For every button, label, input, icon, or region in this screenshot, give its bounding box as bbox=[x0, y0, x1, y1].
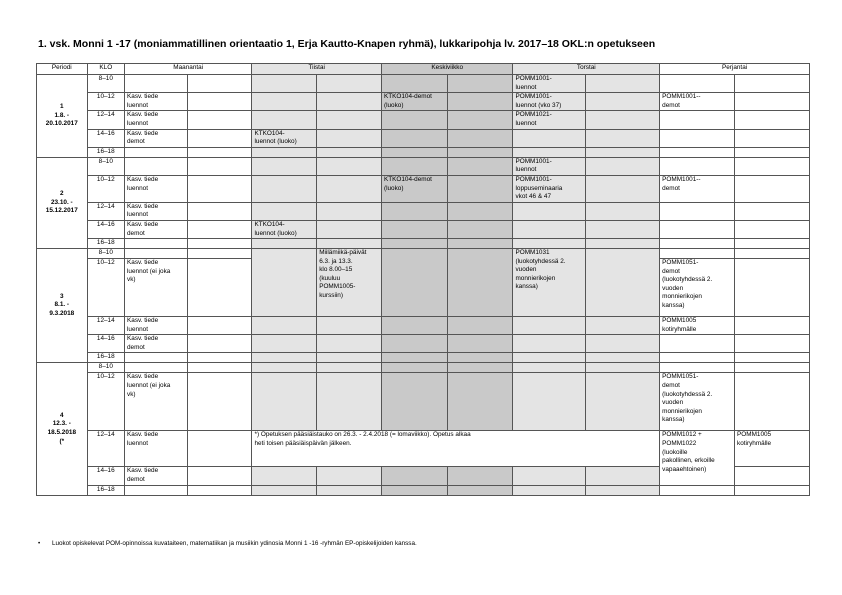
schedule-entry: Miilämiikä-päivät 6.3. ja 13.3. klo 8.00–15 (kuuluu POMM1005- kurssiin) bbox=[317, 249, 382, 317]
time-slot: 8–10 bbox=[87, 75, 124, 93]
time-slot: 12–14 bbox=[87, 431, 124, 467]
schedule-entry: POMM1001-- demot bbox=[660, 93, 735, 111]
period-2-cell bbox=[37, 157, 88, 248]
time-slot: 14–16 bbox=[87, 467, 124, 485]
schedule-entry: POMM1001- luennot bbox=[513, 75, 586, 93]
schedule-entry: POMM1001-- demot bbox=[660, 175, 735, 202]
period-dates: 23.10. - 15.12.2017 bbox=[45, 198, 78, 215]
time-slot: 10–12 bbox=[87, 175, 124, 202]
schedule-entry: KTKO104- luennot (luoko) bbox=[252, 220, 317, 238]
schedule-entry: Kasv. tiede luennot bbox=[125, 431, 188, 467]
schedule-entry: POMM1051- demot (luokotyhdessä 2. vuoden monnierikojen kanssa) bbox=[660, 373, 735, 431]
footnote bbox=[38, 540, 417, 547]
page-title: 1. vsk. Monni 1 -17 (moniammatillinen orientaatio 1, Erja Kautto-Knapen ryhmä), lukkaripohja lv. 2017–18 OKL:n opetukseen bbox=[38, 38, 656, 50]
schedule-entry: Kasv. tiede demot bbox=[125, 467, 188, 485]
schedule-entry: KTKO104- luennot (luoko) bbox=[252, 129, 317, 147]
time-slot: 14–16 bbox=[87, 220, 124, 238]
schedule-entry: Kasv. tiede demot bbox=[125, 335, 188, 353]
period-number: 1 bbox=[60, 102, 64, 110]
header-monday: Maanantai bbox=[125, 64, 252, 75]
schedule-entry: POMM1005 kotiryhmälle bbox=[735, 431, 810, 467]
header-friday: Perjantai bbox=[660, 64, 810, 75]
header-tuesday: Tiistai bbox=[252, 64, 381, 75]
period-4-cell bbox=[37, 363, 88, 495]
schedule-entry: POMM1001- loppuseminaaria vkot 46 & 47 bbox=[513, 175, 586, 202]
period-number: 4 bbox=[60, 411, 64, 419]
period-number: 3 bbox=[60, 292, 64, 300]
schedule-entry: Kasv. tiede luennot bbox=[125, 111, 188, 129]
footnote-text: Luokot opiskelevat POM-opinnoissa kuvataiteen, matematiikan ja musiikin ydinosia Monni 1 -16 -ryhmän EP-opiskelijoiden kanssa. bbox=[52, 540, 417, 547]
schedule-entry: Kasv. tiede luennot bbox=[125, 93, 188, 111]
time-slot: 8–10 bbox=[87, 157, 124, 175]
schedule-entry: KTKO104-demot (luoko) bbox=[381, 93, 447, 111]
schedule-entry: Kasv. tiede luennot (ei joka vk) bbox=[125, 373, 188, 431]
time-slot: 12–14 bbox=[87, 202, 124, 220]
schedule-entry: Kasv. tiede luennot bbox=[125, 202, 188, 220]
period-1-cell bbox=[37, 75, 88, 158]
header-klo: KLO bbox=[87, 64, 124, 75]
period-dates: 1.8. - 20.10.2017 bbox=[45, 111, 78, 128]
schedule-entry: POMM1031 (luokotyhdessä 2. vuoden monnierikojen kanssa) bbox=[513, 249, 586, 317]
time-slot: 16–18 bbox=[87, 485, 124, 495]
timetable bbox=[36, 63, 810, 496]
schedule-entry: POMM1005 kotiryhmälle bbox=[660, 317, 735, 335]
time-slot: 14–16 bbox=[87, 129, 124, 147]
period-number: 2 bbox=[60, 190, 64, 198]
period-3-cell bbox=[37, 249, 88, 363]
period-dates: 8.1. - 9.3.2018 bbox=[49, 301, 75, 318]
header-wednesday: Keskiviikko bbox=[381, 64, 513, 75]
schedule-entry: POMM1001- luennot (vko 37) bbox=[513, 93, 586, 111]
schedule-entry: POMM1051- demot (luokotyhdessä 2. vuoden monnierikojen kanssa) bbox=[660, 259, 735, 317]
schedule-entry: Kasv. tiede demot bbox=[125, 220, 188, 238]
schedule-entry: Kasv. tiede luennot bbox=[125, 317, 188, 335]
time-slot: 16–18 bbox=[87, 147, 124, 157]
header-periodi: Periodi bbox=[37, 64, 88, 75]
schedule-entry: Kasv. tiede demot bbox=[125, 129, 188, 147]
schedule-entry: POMM1001- luennot bbox=[513, 157, 586, 175]
easter-break-note: *) Opetuksen pääsiäistauko on 26.3. - 2.4.2018 (= lomaviikko). Opetus alkaa heti toisen pääsiäispäivän jälkeen. bbox=[252, 431, 660, 467]
schedule-entry: Kasv. tiede luennot (ei joka vk) bbox=[125, 259, 188, 317]
header-thursday: Torstai bbox=[513, 64, 660, 75]
schedule-entry: POMM1021- luennot bbox=[513, 111, 586, 129]
time-slot: 8–10 bbox=[87, 249, 124, 259]
time-slot: 14–16 bbox=[87, 335, 124, 353]
time-slot: 12–14 bbox=[87, 111, 124, 129]
schedule-entry: KTKO104-demot (luoko) bbox=[381, 175, 447, 202]
schedule-entry: Kasv. tiede luennot bbox=[125, 175, 188, 202]
time-slot: 16–18 bbox=[87, 353, 124, 363]
period-dates: 12.3. - 18.5.2018 (* bbox=[47, 420, 76, 445]
time-slot: 8–10 bbox=[87, 363, 124, 373]
time-slot: 12–14 bbox=[87, 317, 124, 335]
time-slot: 10–12 bbox=[87, 259, 124, 317]
schedule-entry: POMM1012 + POMM1022 (luokoille pakollinen, erkoille vapaaehtoinen) bbox=[660, 431, 735, 485]
time-slot: 16–18 bbox=[87, 239, 124, 249]
time-slot: 10–12 bbox=[87, 373, 124, 431]
time-slot: 10–12 bbox=[87, 93, 124, 111]
bullet-icon: • bbox=[38, 540, 41, 547]
